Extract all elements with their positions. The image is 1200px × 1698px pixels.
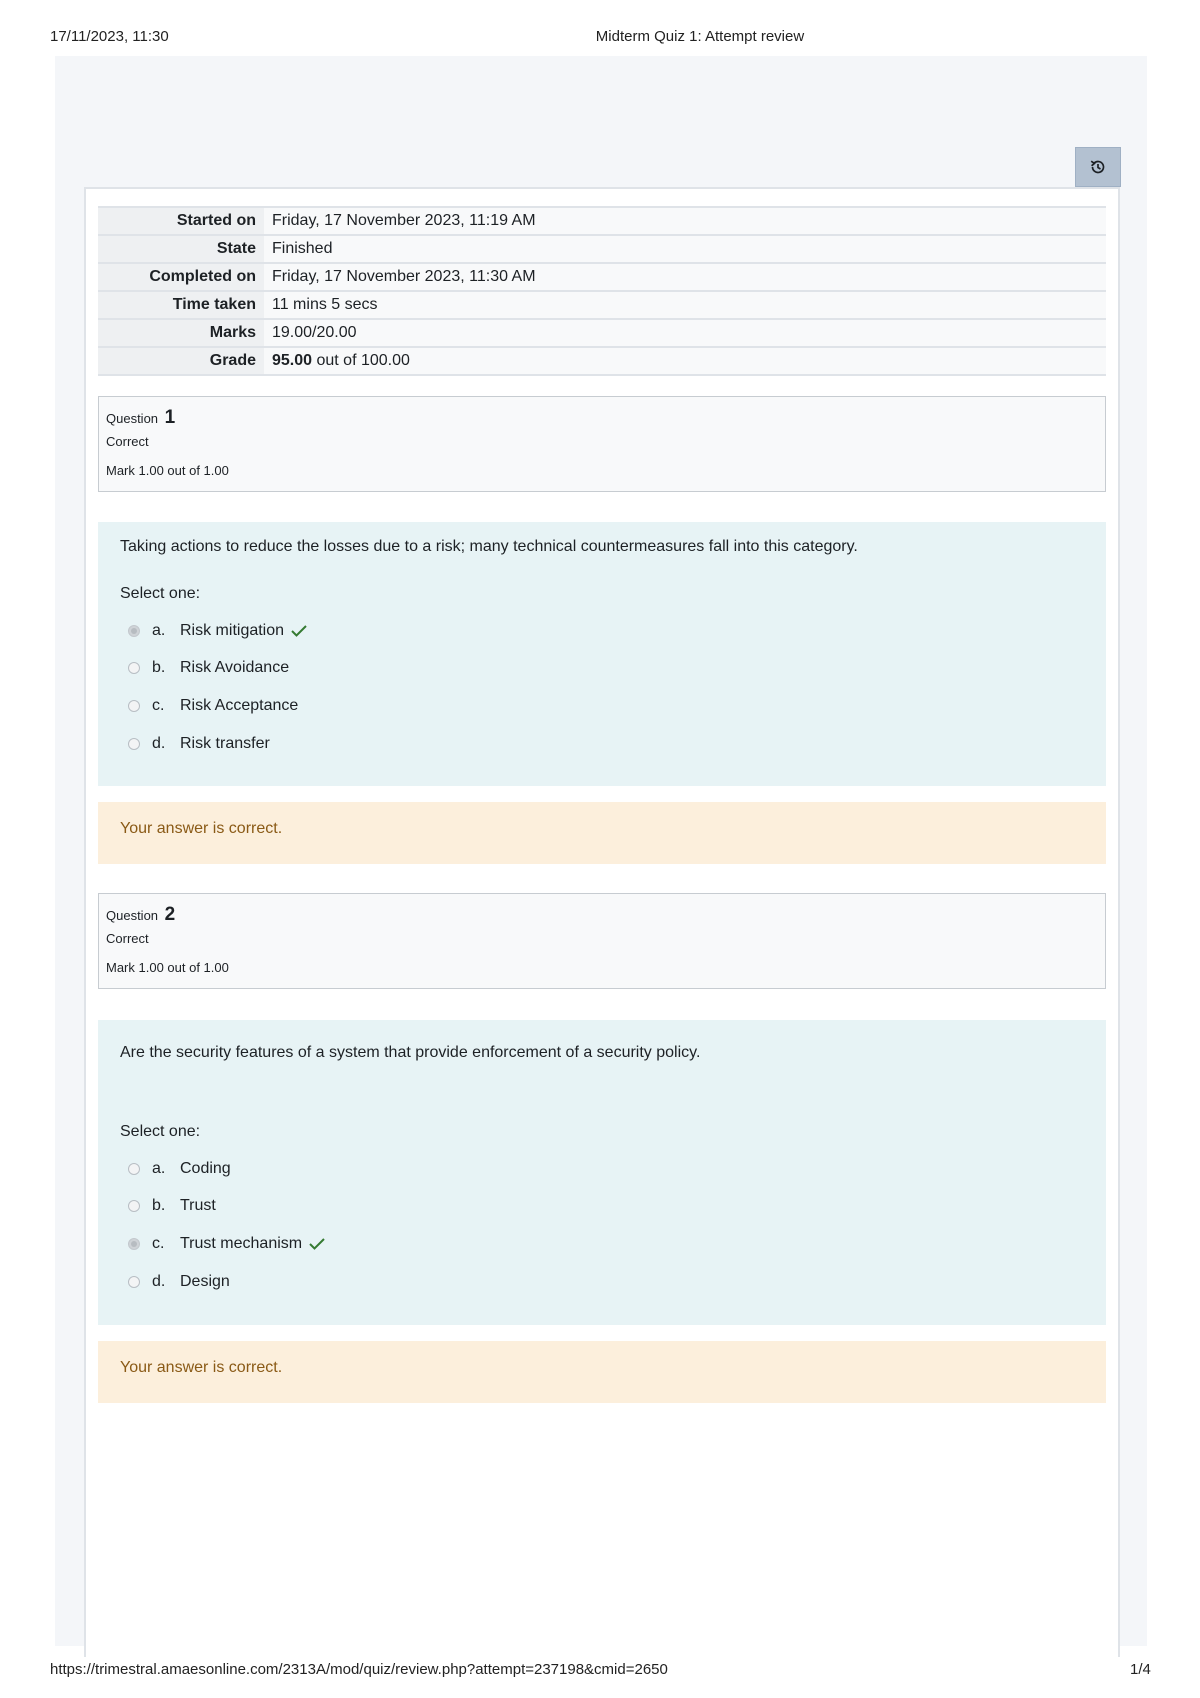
question-content-1 <box>98 522 1106 786</box>
answer-option-d[interactable] <box>128 733 270 755</box>
answer-option-a[interactable] <box>128 1158 231 1180</box>
radio-button[interactable] <box>128 1276 140 1288</box>
summary-label: Completed on <box>98 263 264 291</box>
option-text: Risk mitigation <box>180 622 285 639</box>
radio-button[interactable] <box>128 738 140 750</box>
answer-option-b[interactable] <box>128 1195 216 1217</box>
option-text: Risk Avoidance <box>180 659 290 676</box>
question-info-2 <box>98 893 1106 989</box>
print-page-title: Midterm Quiz 1: Attempt review <box>595 28 805 45</box>
option-letter: d. <box>152 1273 166 1290</box>
radio-button[interactable] <box>128 1238 140 1250</box>
question-number <box>106 904 175 926</box>
option-letter: c. <box>152 697 165 714</box>
summary-value: 11 mins 5 secs <box>264 291 1106 319</box>
option-letter: b. <box>152 1197 166 1214</box>
summary-label: Marks <box>98 319 264 347</box>
question-number-value: 2 <box>164 904 176 925</box>
question-number <box>106 407 175 429</box>
question-label: Question <box>106 411 159 426</box>
summary-label: Time taken <box>98 291 264 319</box>
summary-value: 19.00/20.00 <box>264 319 1106 347</box>
question-label: Question <box>106 908 159 923</box>
grade-score: 95.00 <box>272 352 313 369</box>
summary-row-state <box>98 235 1106 263</box>
history-button[interactable] <box>1075 147 1121 187</box>
question-text: Are the security features of a system that provide enforcement of a security policy. <box>120 1044 701 1061</box>
summary-value: Friday, 17 November 2023, 11:19 AM <box>264 207 1106 235</box>
summary-row-time-taken <box>98 291 1106 319</box>
history-icon <box>1088 157 1108 177</box>
answer-option-d[interactable] <box>128 1271 230 1293</box>
question-state: Correct <box>106 434 149 449</box>
question-number-value: 1 <box>164 407 176 428</box>
answer-option-a[interactable] <box>128 620 308 642</box>
answer-option-c[interactable] <box>128 1233 326 1255</box>
radio-button[interactable] <box>128 662 140 674</box>
question-grade: Mark 1.00 out of 1.00 <box>106 960 229 975</box>
question-content-2 <box>98 1020 1106 1325</box>
select-one-prompt: Select one: <box>120 585 201 602</box>
summary-label: Started on <box>98 207 264 235</box>
option-text: Design <box>180 1273 230 1290</box>
option-letter: b. <box>152 659 166 676</box>
option-letter: a. <box>152 1160 166 1177</box>
feedback-1: Your answer is correct. <box>98 802 1106 864</box>
option-text: Trust mechanism <box>180 1235 303 1252</box>
radio-button[interactable] <box>128 1200 140 1212</box>
question-grade: Mark 1.00 out of 1.00 <box>106 463 229 478</box>
summary-label: State <box>98 235 264 263</box>
print-page-number: 1/4 <box>1130 1661 1151 1678</box>
answer-option-c[interactable] <box>128 695 298 717</box>
option-text: Coding <box>180 1160 231 1177</box>
correct-check-icon <box>308 1237 326 1251</box>
summary-row-started <box>98 207 1106 235</box>
option-letter: c. <box>152 1235 165 1252</box>
summary-label: Grade <box>98 347 264 375</box>
question-state: Correct <box>106 931 149 946</box>
summary-row-marks <box>98 319 1106 347</box>
summary-row-completed <box>98 263 1106 291</box>
print-datetime: 17/11/2023, 11:30 <box>50 28 169 45</box>
option-text: Trust <box>180 1197 216 1214</box>
print-url: https://trimestral.amaesonline.com/2313A/mod/quiz/review.php?attempt=237198&cmid=2650 <box>50 1661 668 1678</box>
summary-value: Friday, 17 November 2023, 11:30 AM <box>264 263 1106 291</box>
summary-value <box>264 347 1106 375</box>
option-text: Risk Acceptance <box>180 697 299 714</box>
question-info-1 <box>98 396 1106 492</box>
feedback-2: Your answer is correct. <box>98 1341 1106 1403</box>
radio-button[interactable] <box>128 1163 140 1175</box>
correct-check-icon <box>290 624 308 638</box>
summary-value: Finished <box>264 235 1106 263</box>
radio-button[interactable] <box>128 625 140 637</box>
radio-button[interactable] <box>128 700 140 712</box>
answer-option-b[interactable] <box>128 657 289 679</box>
grade-out-of: out of 100.00 <box>312 352 410 369</box>
option-letter: d. <box>152 735 166 752</box>
option-text: Risk transfer <box>180 735 270 752</box>
question-text: Taking actions to reduce the losses due to a risk; many technical countermeasures fall into this category. <box>120 538 858 555</box>
option-letter: a. <box>152 622 166 639</box>
select-one-prompt: Select one: <box>120 1123 201 1140</box>
summary-row-grade <box>98 347 1106 375</box>
attempt-summary-table <box>98 206 1106 376</box>
